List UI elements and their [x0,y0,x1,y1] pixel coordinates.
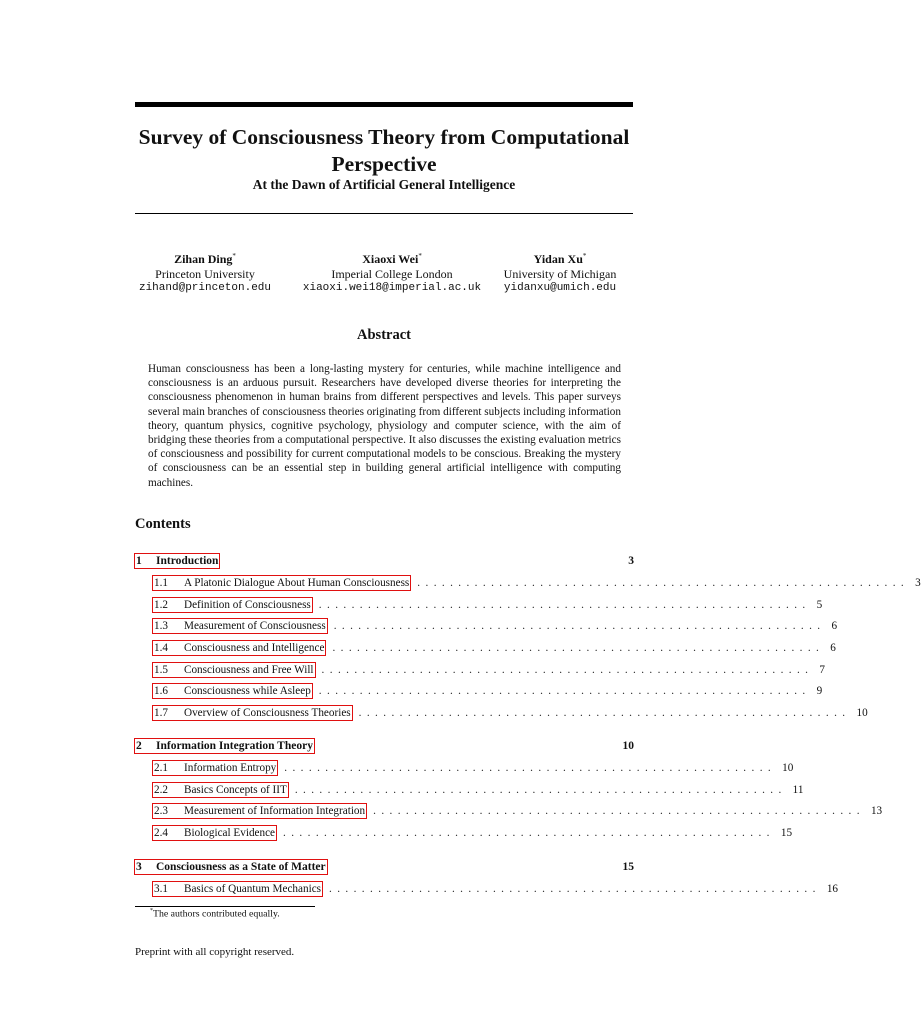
toc-entry-title: Measurement of Information Integration [184,805,366,817]
toc-entry-number: 1.7 [154,707,168,719]
toc-entry-title: Definition of Consciousness [184,599,311,611]
toc-entry-title: Biological Evidence [184,827,276,839]
author-affiliation: University of Michigan [503,266,617,281]
footnote: *The authors contributed equally. [150,908,280,920]
toc-entry-number: 1.2 [154,599,168,611]
toc-entry-title: A Platonic Dialogue About Human Consciousness [184,577,410,589]
toc-subsection-row [152,640,836,656]
toc-entry-number: 2 [136,740,142,752]
toc-link[interactable] [152,597,313,613]
toc-link[interactable] [152,705,353,721]
toc-entry-number: 2.3 [154,805,168,817]
toc-entry-title: Information Entropy [184,762,277,774]
toc-page-number: 7 [819,664,825,676]
toc-entry-number: 1.1 [154,577,168,589]
toc-link[interactable] [152,618,328,634]
author-name: Xiaoxi Wei* [362,252,422,266]
toc-page-number: 16 [826,883,839,895]
toc-subsection-row [152,825,793,841]
toc-page-number: 11 [792,784,804,796]
toc-page-number: 15 [622,861,634,873]
toc-leader-dots: ............................................................ [318,599,811,611]
toc-subsection-row [152,881,839,897]
toc-leader-dots: ............................................................ [333,620,826,632]
toc-link[interactable] [152,662,316,678]
toc-page-number: 3 [915,577,921,589]
author-name: Zihan Ding* [174,252,236,266]
toc-subsection-row [152,782,804,798]
toc-page-number: 10 [782,762,794,774]
author-email: yidanxu@umich.edu [503,282,617,294]
toc-entry-number: 1.3 [154,620,168,632]
toc-leader-dots: ............................................................ [417,577,910,589]
toc-entry-number: 1.6 [154,685,168,697]
toc-link[interactable] [152,760,278,776]
toc-subsection-row [152,803,883,819]
toc-entry-title: Consciousness and Free Will [184,664,314,676]
toc-page-number: 15 [780,827,793,839]
author-email: xiaoxi.wei18@imperial.ac.uk [302,282,482,294]
footnote-rule [135,906,315,907]
toc-page-number: 13 [870,805,883,817]
author-block-3 [494,249,626,296]
author-block-2 [292,249,492,296]
author-email: zihand@princeton.edu [138,282,272,294]
toc-link[interactable] [152,881,323,897]
paper-subtitle: At the Dawn of Artificial General Intelligence [252,177,516,192]
toc-link[interactable] [152,803,367,819]
toc-link[interactable] [152,640,326,656]
toc-link[interactable] [152,683,313,699]
title-rule-bottom [135,213,633,214]
toc-subsection-row [152,705,868,721]
toc-link[interactable] [134,738,315,754]
author-affiliation: Imperial College London [331,266,453,281]
toc-page-number: 10 [622,740,634,752]
toc-link[interactable] [152,575,411,591]
toc-entry-title: Consciousness while Asleep [184,685,311,697]
toc-entry-title: Basics of Quantum Mechanics [184,883,322,895]
toc-leader-dots: ............................................................ [329,883,821,895]
toc-entry-number: 1 [136,555,142,567]
toc-subsection-row [152,760,794,776]
toc-leader-dots: ............................................................ [321,664,814,676]
toc-leader-dots: ............................................................ [284,762,777,774]
toc-entry-title: Consciousness and Intelligence [184,642,325,654]
toc-subsection-row [152,618,838,634]
toc-link[interactable] [134,859,328,875]
toc-entry-title: Consciousness as a State of Matter [156,861,326,873]
author-affiliation: Princeton University [155,266,255,281]
toc-leader-dots: ............................................................ [294,784,787,796]
toc-section-row [134,553,634,569]
toc-entry-number: 3 [136,861,142,873]
title-rule-top [135,102,633,107]
abstract-heading: Abstract [357,327,411,343]
toc-subsection-row [152,575,921,591]
toc-page-number: 9 [816,685,823,697]
toc-page-number: 5 [816,599,823,611]
toc-entry-number: 2.2 [154,784,168,796]
author-name: Yidan Xu* [533,252,587,266]
toc-leader-dots: ............................................................ [358,707,851,719]
toc-page-number: 10 [856,707,868,719]
abstract-text: Human consciousness has been a long-lasting mystery for centuries, while machine intelligence and consciousness is an arduous pursuit. Researchers have developed diverse theories for interpreting the consciousness phenomenon in human brains from different perspectives and levels. This paper surveys several main branches of consciousness theories originating from different subjects including information theory, quantum physics, cognitive psychology, physiology and computer science, with the aim of bridging these theories from a computational perspective. It also discusses the existing evaluation metrics of consciousness and possibility for current computational models to be conscious. Breaking the mystery of consciousness can be an essential step in building general artificial intelligence with computing machines. [148,363,621,489]
paper-title: Survey of Consciousness Theory from Computational Perspective [138,125,630,176]
toc-page-number: 6 [830,642,836,654]
author-block-1 [130,249,280,296]
toc-leader-dots: ............................................................ [318,685,811,697]
toc-leader-dots: ............................................................ [283,827,775,839]
toc-section-row [134,738,634,754]
toc-subsection-row [152,662,825,678]
toc-entry-title: Overview of Consciousness Theories [184,707,351,719]
toc-entry-number: 1.5 [154,664,168,676]
toc-entry-title: Information Integration Theory [156,740,313,752]
toc-page-number: 3 [628,555,634,567]
toc-leader-dots: ............................................................ [332,642,825,654]
toc-link[interactable] [152,782,289,798]
toc-link[interactable] [152,825,277,841]
toc-page-number: 6 [831,620,838,632]
toc-entry-number: 1.4 [154,642,168,654]
toc-section-row [134,859,634,875]
toc-entry-number: 2.1 [154,762,168,774]
toc-subsection-row [152,683,823,699]
toc-entry-number: 2.4 [154,827,168,839]
toc-leader-dots: ............................................................ [373,805,865,817]
toc-entry-title: Basics Concepts of IIT [184,784,287,796]
contents-heading: Contents [135,516,191,532]
preprint-note: Preprint with all copyright reserved. [135,946,295,958]
toc-subsection-row [152,597,823,613]
toc-entry-number: 3.1 [154,883,168,895]
toc-link[interactable] [134,553,220,569]
toc-entry-title: Introduction [156,555,219,567]
toc-entry-title: Measurement of Consciousness [184,620,326,632]
